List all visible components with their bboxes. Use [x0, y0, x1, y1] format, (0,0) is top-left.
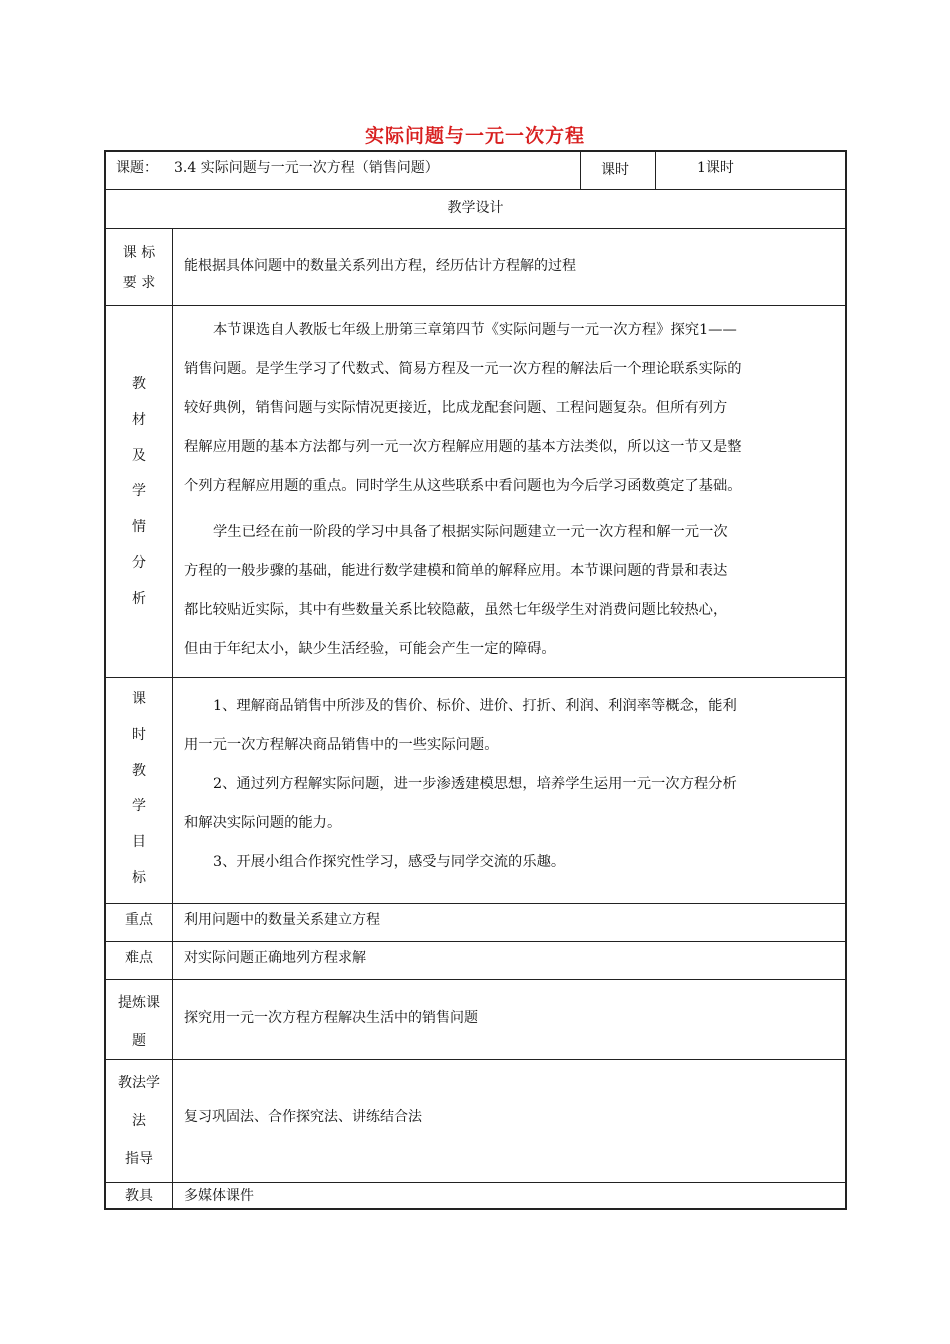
- analysis-paragraph-2: 学生已经在前一阶段的学习中具备了根据实际问题建立一元一次方程和解一元一次 方程的一般步骤的基础，能进行数学建模和简单的解释应用。本节课问题的背景和表达 都比较贴近实际，其中有些数量关系比较隐蔽，虽然七年级学生对消费问题比较热心， 但由于年纪太小，缺少生活经验，可能会产生一定的障碍。: [184, 524, 728, 657]
- row-label-difficulty: 难点: [125, 950, 153, 966]
- table-rule: [580, 150, 581, 189]
- document-title: 实际问题与一元一次方程: [364, 125, 585, 147]
- difficulty: 对实际问题正确地列方程求解: [184, 950, 366, 966]
- table-rule: [104, 1182, 847, 1183]
- table-rule: [104, 189, 847, 190]
- teaching-methods: 复习巩固法、合作探究法、讲练结合法: [184, 1109, 422, 1125]
- row-label-analysis: 教 材 及 学 情 分 析: [132, 376, 146, 607]
- table-rule: [655, 150, 656, 189]
- lesson-plan-table: [104, 150, 847, 1210]
- objective-1: 1、理解商品销售中所涉及的售价、标价、进价、打折、利润、利润率等概念，能利 用一元一次方程解决商品销售中的一些实际问题。: [184, 698, 737, 753]
- row-label-objectives: 课 时 教 学 目 标: [132, 691, 146, 886]
- row-label-methods: 教法学 法 指导: [118, 1075, 160, 1167]
- objective-2: 2、通过列方程解实际问题，进一步渗透建模思想，培养学生运用一元一次方程分析 和解决实际问题的能力。: [184, 776, 737, 831]
- table-rule: [104, 305, 847, 306]
- table-rule: [104, 941, 847, 942]
- key-point: 利用问题中的数量关系建立方程: [184, 912, 380, 928]
- teaching-aids: 多媒体课件: [184, 1188, 254, 1204]
- analysis-paragraph-1: 本节课选自人教版七年级上册第三章第四节《实际问题与一元一次方程》探究1—— 销售问题。是学生学习了代数式、简易方程及一元一次方程的解法后一个理论联系实际的 较好典例，销售问题与实际情况更接近，比成龙配套问题、工程问题复杂。但所有列方 程解应用题的基本方法都与列一元一次方程解应用题的基本方法类似，所以这一节又是整 个列方程解应用题的重点。同时学生从这些联系中看问题也为今后学习函数奠定了基础。: [184, 322, 742, 494]
- period-label: 课时: [601, 162, 629, 178]
- period-value: 1课时: [697, 160, 734, 176]
- row-label-refined-topic: 提炼课 题: [118, 995, 160, 1049]
- table-rule: [104, 1059, 847, 1060]
- topic-value: 3.4 实际问题与一元一次方程（销售问题）: [174, 160, 439, 176]
- refined-topic: 探究用一元一次方程方程解决生活中的销售问题: [184, 1010, 478, 1026]
- table-rule: [104, 903, 847, 904]
- row-label-curriculum: 课 标 要 求: [122, 245, 156, 291]
- table-rule: [104, 677, 847, 678]
- topic-label: 课题：: [116, 160, 158, 176]
- table-rule: [172, 228, 173, 1210]
- row-label-key-point: 重点: [125, 912, 153, 928]
- table-rule: [104, 228, 847, 229]
- row-label-teaching-aids: 教具: [125, 1188, 153, 1204]
- table-rule: [104, 979, 847, 980]
- objective-3: 3、开展小组合作探究性学习，感受与同学交流的乐趣。: [213, 854, 566, 870]
- section-title: 教学设计: [447, 200, 504, 216]
- curriculum-requirement: 能根据具体问题中的数量关系列出方程，经历估计方程解的过程: [184, 258, 576, 274]
